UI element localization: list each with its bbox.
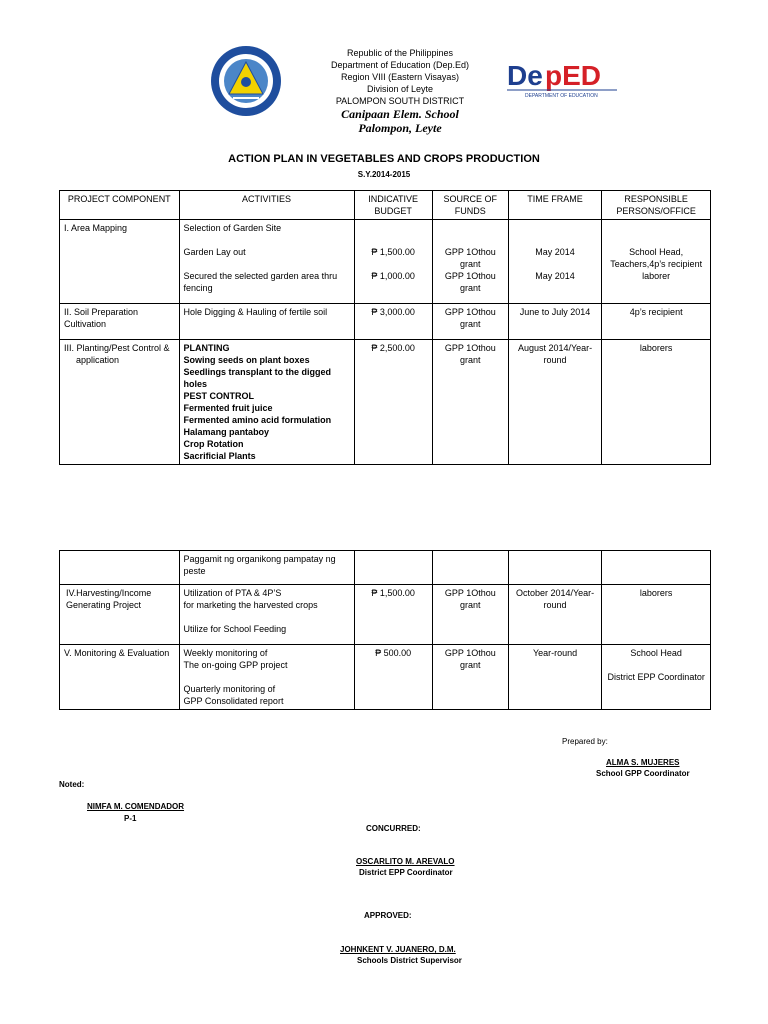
activity-item: The on-going GPP project <box>183 660 288 670</box>
deped-caption: DEPARTMENT OF EDUCATION <box>525 93 598 99</box>
cell-responsible: 4p’s recipient <box>602 304 711 340</box>
budget-value: ₱ 1,500.00 <box>371 247 415 257</box>
cell-budget: ₱ 1,500.00 <box>354 585 432 645</box>
table-header-row <box>60 191 711 220</box>
component-line: IV.Harvesting/Income Generating Project <box>66 588 152 610</box>
activity-item: Selection of Garden Site <box>183 223 282 233</box>
signatory-name: NIMFA M. COMENDADOR <box>87 802 185 811</box>
header-line-3: Region VIII (Eastern Visayas) <box>341 72 459 82</box>
cell-time <box>508 220 601 304</box>
component-line: application <box>76 355 120 365</box>
table-row <box>60 551 711 585</box>
activity-item: Secured the selected garden area thru fencing <box>183 271 338 293</box>
concurred-label: CONCURRED: <box>366 824 421 833</box>
header-line-1: Republic of the Philippines <box>346 48 454 58</box>
table-row <box>60 304 711 340</box>
col-header-budget: INDICATIVE BUDGET <box>354 191 432 220</box>
col-header-responsible: RESPONSIBLE PERSONS/OFFICE <box>602 191 711 220</box>
approved-name <box>340 944 456 955</box>
activity-item: Fermented amino acid formulation <box>183 415 332 425</box>
cell-activities <box>179 220 354 304</box>
cell-component <box>60 551 180 585</box>
concurred-title: District EPP Coordinator <box>359 868 453 877</box>
svg-text:De: De <box>507 60 543 91</box>
col-header-source: SOURCE OF FUNDS <box>432 191 508 220</box>
activity-item: Fermented fruit juice <box>183 403 273 413</box>
concurred-name <box>356 856 455 867</box>
activity-item: Utilize for School Feeding <box>183 624 287 634</box>
cell-component: I. Area Mapping <box>60 220 180 304</box>
cell-time: August 2014/Year-round <box>508 340 601 465</box>
action-plan-table <box>59 190 711 465</box>
prepared-by-label: Prepared by: <box>562 737 608 746</box>
cell-source <box>432 220 508 304</box>
cell-component: II. Soil Preparation Cultivation <box>60 304 180 340</box>
svg-text:pED: pED <box>545 60 601 91</box>
cell-source: GPP 1Othou grant <box>432 645 508 710</box>
time-value: May 2014 <box>535 271 575 281</box>
responsible-value: School Head, Teachers,4p’s recipient laborer <box>610 247 703 281</box>
activity-item: Quarterly monitoring of <box>183 684 276 694</box>
source-value: GPP 1Othou grant <box>444 271 496 293</box>
cell-budget <box>354 551 432 585</box>
cell-budget <box>354 220 432 304</box>
time-value: May 2014 <box>535 247 575 257</box>
activity-item: Halamang pantaboy <box>183 427 270 437</box>
activity-item: Utilization of PTA & 4P’S <box>183 588 282 598</box>
header-line-5: PALOMPON SOUTH DISTRICT <box>335 96 465 106</box>
cell-responsible <box>602 551 711 585</box>
responsible-value: District EPP Coordinator <box>607 672 705 682</box>
col-header-component: PROJECT COMPONENT <box>60 191 180 220</box>
cell-time: June to July 2014 <box>508 304 601 340</box>
cell-activities <box>179 585 354 645</box>
cell-responsible: laborers <box>602 340 711 465</box>
signatory-name: ALMA S. MUJERES <box>606 758 680 767</box>
noted-title: P-1 <box>124 814 137 823</box>
cell-component <box>60 340 180 465</box>
prepared-by-name <box>606 757 680 768</box>
activity-item: for marketing the harvested crops <box>183 600 318 610</box>
col-header-time: TIME FRAME <box>508 191 601 220</box>
cell-responsible <box>602 220 711 304</box>
noted-label: Noted: <box>59 780 85 789</box>
cell-activities <box>179 340 354 465</box>
activity-item: Sowing seeds on plant boxes <box>183 355 310 365</box>
document-title: ACTION PLAN IN VEGETABLES AND CROPS PRODUCTION <box>228 153 540 165</box>
table-row <box>60 585 711 645</box>
approved-title: Schools District Supervisor <box>357 956 462 965</box>
cell-source: GPP 1Othou grant <box>432 304 508 340</box>
table-row <box>60 340 711 465</box>
cell-time: October 2014/Year-round <box>508 585 601 645</box>
source-value: GPP 1Othou grant <box>444 247 496 269</box>
cell-budget: ₱ 3,000.00 <box>354 304 432 340</box>
activity-item: Crop Rotation <box>183 439 244 449</box>
signatory-name: JOHNKENT V. JUANERO, D.M. <box>340 945 456 954</box>
cell-activities: Hole Digging & Hauling of fertile soil <box>179 304 354 340</box>
cell-time: Year-round <box>508 645 601 710</box>
school-name: Canipaan Elem. School <box>341 107 459 121</box>
col-header-activities: ACTIVITIES <box>179 191 354 220</box>
cell-component: V. Monitoring & Evaluation <box>60 645 180 710</box>
school-town: Palompon, Leyte <box>358 121 442 135</box>
activity-item: Sacrificial Plants <box>183 451 256 461</box>
activity-item: GPP Consolidated report <box>183 696 284 706</box>
noted-name <box>87 801 184 812</box>
cell-component <box>60 585 180 645</box>
cell-time <box>508 551 601 585</box>
division-seal-logo <box>209 44 283 118</box>
activity-item: Weekly monitoring of <box>183 648 268 658</box>
cell-responsible: laborers <box>602 585 711 645</box>
cell-activities: Paggamit ng organikong pampatay ng peste <box>179 551 354 585</box>
activity-item: PLANTING <box>183 343 230 353</box>
cell-source: GPP 1Othou grant <box>432 585 508 645</box>
cell-source: GPP 1Othou grant <box>432 340 508 465</box>
cell-responsible <box>602 645 711 710</box>
signatory-name: OSCARLITO M. AREVALO <box>356 857 455 866</box>
activity-item: PEST CONTROL <box>183 391 255 401</box>
school-year: S.Y.2014-2015 <box>357 170 411 179</box>
table-row <box>60 220 711 304</box>
action-plan-table-continued <box>59 550 711 710</box>
budget-value: ₱ 1,000.00 <box>371 271 415 281</box>
responsible-value: School Head <box>630 648 682 658</box>
header-line-4: Division of Leyte <box>366 84 434 94</box>
table-row <box>60 645 711 710</box>
component-line: III. Planting/Pest Control & <box>64 343 170 353</box>
deped-logo <box>505 55 620 100</box>
approved-label: APPROVED: <box>364 911 412 920</box>
cell-activities <box>179 645 354 710</box>
activity-item: Garden Lay out <box>183 247 246 257</box>
header-line-2: Department of Education (Dep.Ed) <box>330 60 470 70</box>
cell-budget: ₱ 500.00 <box>354 645 432 710</box>
cell-budget: ₱ 2,500.00 <box>354 340 432 465</box>
cell-source <box>432 551 508 585</box>
letterhead <box>290 47 510 135</box>
activity-item: Seedlings transplant to the digged holes <box>183 367 332 389</box>
prepared-by-title: School GPP Coordinator <box>596 769 690 778</box>
